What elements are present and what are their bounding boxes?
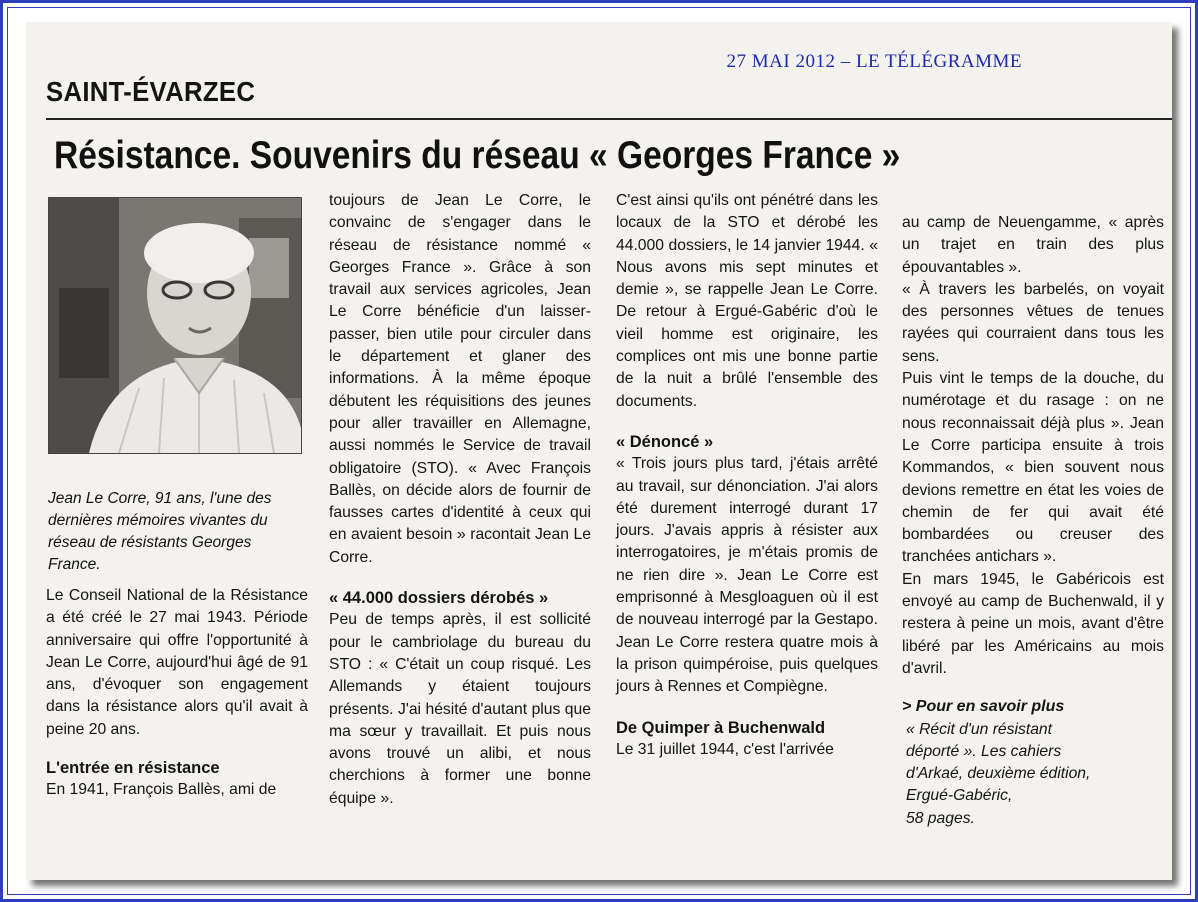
newspaper-clipping <box>26 22 1172 880</box>
paragraph-1-continued: toujours de Jean Le Corre, le convainc de s'engager dans le réseau de résistance nommé « Georges France ». Grâce à son travail aux services agricoles, Jean Le Corre bénéficie d'un laisser-passer, bien utile pour circuler dans le département et glaner des informations. À la même époque débutent les réquisitions des jeunes pour aller travailler en Allemagne, aussi nommés le Service de travail obligatoire (STO). « Avec François Ballès, on décide alors de fournir de fausses cartes d'identité à ceux qui en avaient besoin » racontait Jean Le Corre. <box>329 192 591 566</box>
paragraph-1-start: En 1941, François Ballès, ami de <box>46 781 277 799</box>
dateline: 27 MAI 2012 – LE TÉLÉGRAMME <box>726 51 1022 72</box>
subheading-denonce: « Dénoncé » <box>616 432 714 451</box>
more-info-line-2: déporté ». Les cahiers <box>906 742 1062 760</box>
header-rule <box>46 118 1172 120</box>
subheading-dossiers: « 44.000 dossiers dérobés » <box>329 589 549 608</box>
paragraph-2: Peu de temps après, il est sollicité pour le cambriolage du bureau du STO : « C'était un coup risqué. Les Allemands y étaient toujours présents. J'ai hésité d'autant plus que ma sœur y travaillait. Et puis nous avons trouvé un alibi, et nous cherchions à former une bonne équipe ». <box>329 611 591 807</box>
intro-paragraph: Le Conseil National de la Résistance a été créé le 27 mai 1943. Période anniversaire qui offre l'opportunité à Jean Le Corre, aujourd'hui âgé de 91 ans, d'évoquer son engagement dans la résistance alors qu'il avait à peine 20 ans. <box>46 587 308 738</box>
more-info-title: > Pour en savoir plus <box>902 698 1065 716</box>
more-info-line-4: Ergué-Gabéric, <box>906 787 1013 805</box>
photo-caption: Jean Le Corre, 91 ans, l'une des dernières mémoires vivantes du réseau de résistants Georges France. <box>48 490 272 573</box>
portrait-illustration <box>49 198 301 453</box>
paragraph-4: « Trois jours plus tard, j'étais arrêté au travail, sur dénonciation. J'ai alors été durement interrogé durant 17 jours. J'avais appris à résister aux interrogatoires, je m'étais promis de ne rien dire ». Jean Le Corre est emprisonné à Mesgloaguen où il est de nouveau interrogé par la Gestapo. Jean Le Corre restera quatre mois à la prison quimpéroise, puis quelques jours à Rennes et Compiègne. <box>616 455 878 696</box>
paragraph-8: En mars 1945, le Gabéricois est envoyé au camp de Buchenwald, il y restera à peine un mois, avant d'être libéré par les Américains au mois d'avril. <box>902 570 1164 677</box>
subheading-entree: L'entrée en résistance <box>46 759 220 778</box>
paragraph-6: « À travers les barbelés, on voyait des personnes vêtues de tenues rayées qui courraient dans tous les sens. <box>902 280 1164 365</box>
more-info-line-5: 58 pages. <box>906 809 975 827</box>
more-info-line-1: « Récit d'un résistant <box>906 720 1052 738</box>
more-info-line-3: d'Arkaé, deuxième édition, <box>906 765 1091 783</box>
portrait-photo <box>48 197 302 454</box>
column-4 <box>902 212 1164 830</box>
paragraph-7: Puis vint le temps de la douche, du numérotage et du rasage : on ne nous reconnaissait déjà plus ». Jean Le Corre participa ensuite à trois Kommandos, « bien souvent nous devions remettre en état les voies de chemin de fer qui avait été bombardées ou creuser des tranchées antichars ». <box>902 370 1164 566</box>
column-1 <box>46 585 308 802</box>
column-3 <box>616 190 878 761</box>
column-2 <box>329 190 591 810</box>
paragraph-3: C'est ainsi qu'ils ont pénétré dans les locaux de la STO et dérobé les 44.000 dossiers, le 14 janvier 1944. « Nous avons mis sept minutes et demie », se rappelle Jean Le Corre. De retour à Ergué-Gabéric d'où le vieil homme est originaire, les complices ont mis une bonne partie de la nuit a brûlé l'ensemble des documents. <box>616 192 878 410</box>
headline: Résistance. Souvenirs du réseau « Georges France » <box>54 134 901 177</box>
subheading-buchenwald: De Quimper à Buchenwald <box>616 718 826 737</box>
paragraph-5-start: Le 31 juillet 1944, c'est l'arrivée <box>616 740 834 758</box>
section-place: SAINT-ÉVARZEC <box>46 76 256 107</box>
paragraph-5-continued: au camp de Neuengamme, « après un trajet en train des plus épouvantables ». <box>902 214 1164 276</box>
